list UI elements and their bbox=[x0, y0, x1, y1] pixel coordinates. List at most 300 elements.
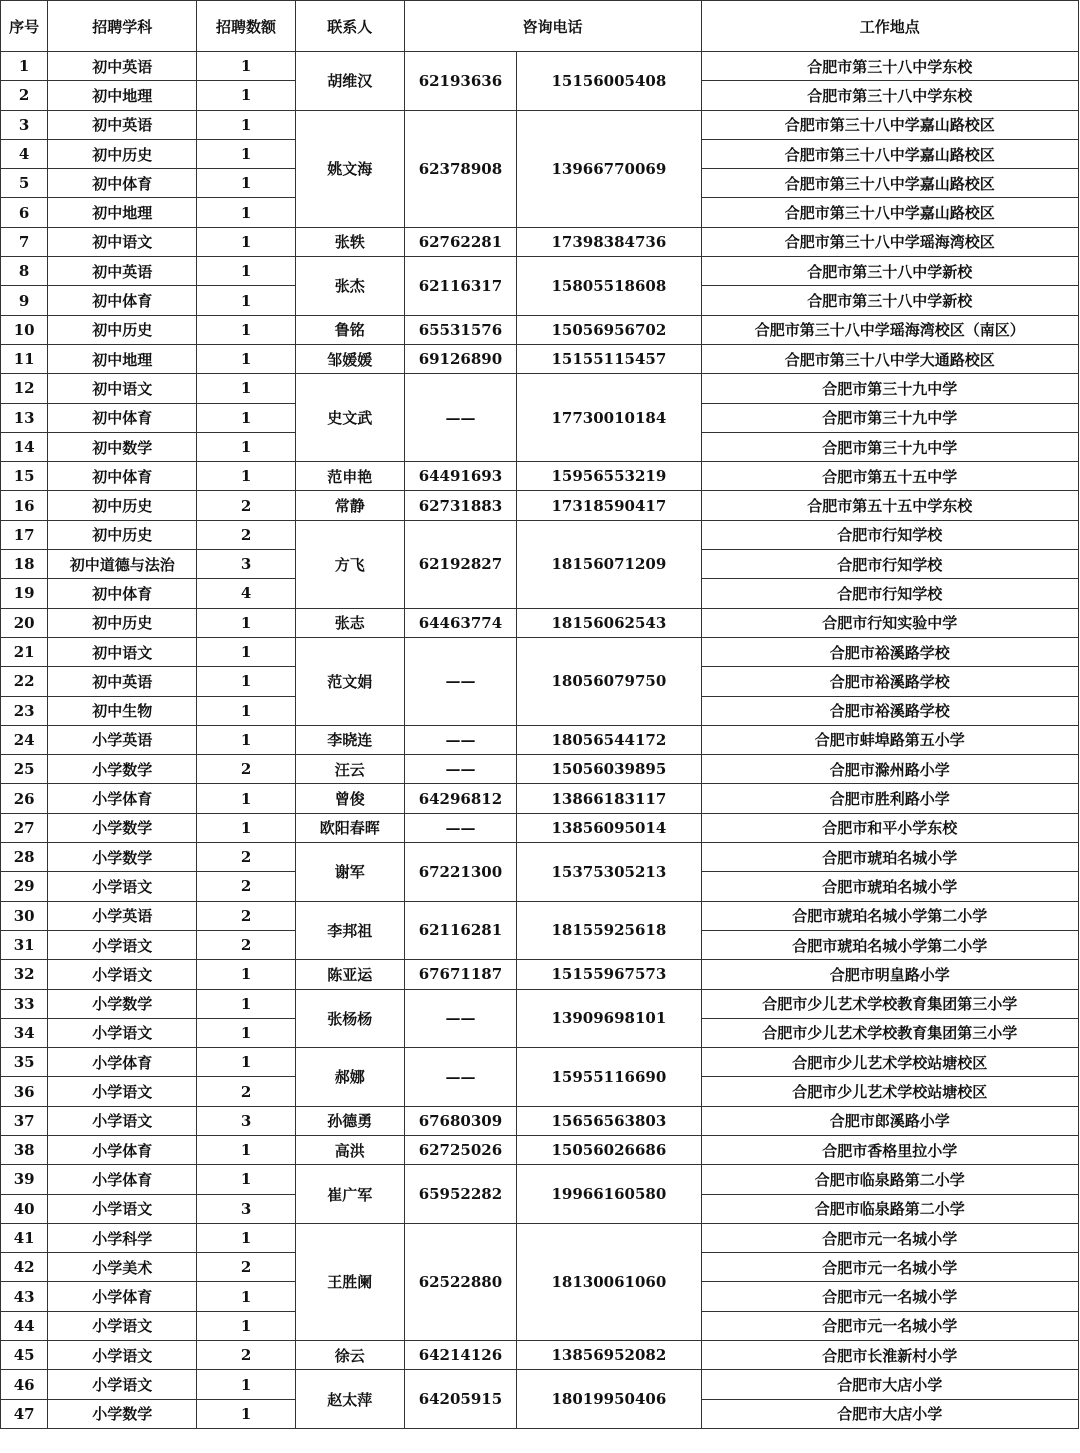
location-cell: 合肥市行知实验中学 bbox=[701, 608, 1079, 637]
seq-cell: 22 bbox=[1, 667, 48, 696]
contact-name-cell: 曾俊 bbox=[295, 784, 404, 813]
contact-name-cell: 范申艳 bbox=[295, 462, 404, 491]
quota-cell: 2 bbox=[197, 872, 296, 901]
mobile-cell: 17318590417 bbox=[517, 491, 701, 520]
contact-name-cell: 胡维汉 bbox=[295, 52, 404, 111]
quota-cell: 2 bbox=[197, 843, 296, 872]
seq-cell: 18 bbox=[1, 550, 48, 579]
location-cell: 合肥市第三十八中学嘉山路校区 bbox=[701, 198, 1079, 227]
location-cell: 合肥市琥珀名城小学 bbox=[701, 872, 1079, 901]
quota-cell: 1 bbox=[197, 110, 296, 139]
location-cell: 合肥市第三十八中学瑶海湾校区 bbox=[701, 227, 1079, 256]
location-cell: 合肥市元一名城小学 bbox=[701, 1311, 1079, 1340]
landline-cell: 62116317 bbox=[404, 257, 517, 316]
seq-cell: 11 bbox=[1, 344, 48, 373]
seq-cell: 17 bbox=[1, 520, 48, 549]
seq-cell: 34 bbox=[1, 1018, 48, 1047]
quota-cell: 1 bbox=[197, 344, 296, 373]
landline-cell: 62762281 bbox=[404, 227, 517, 256]
subject-cell: 初中历史 bbox=[48, 491, 197, 520]
table-row bbox=[1, 1106, 1079, 1135]
location-cell: 合肥市香格里拉小学 bbox=[701, 1135, 1079, 1164]
landline-cell: —— bbox=[404, 1048, 517, 1107]
quota-cell: 1 bbox=[197, 784, 296, 813]
seq-cell: 15 bbox=[1, 462, 48, 491]
subject-cell: 初中生物 bbox=[48, 696, 197, 725]
mobile-cell: 18056079750 bbox=[517, 637, 701, 725]
subject-cell: 初中语文 bbox=[48, 374, 197, 403]
seq-cell: 20 bbox=[1, 608, 48, 637]
quota-cell: 4 bbox=[197, 579, 296, 608]
quota-cell: 2 bbox=[197, 901, 296, 930]
mobile-cell: 19966160580 bbox=[517, 1165, 701, 1224]
table-row bbox=[1, 1048, 1079, 1077]
landline-cell: 67671187 bbox=[404, 960, 517, 989]
contact-name-cell: 崔广军 bbox=[295, 1165, 404, 1224]
contact-name-cell: 鲁铭 bbox=[295, 315, 404, 344]
location-cell: 合肥市少儿艺术学校教育集团第三小学 bbox=[701, 1018, 1079, 1047]
mobile-cell: 15375305213 bbox=[517, 843, 701, 902]
quota-cell: 1 bbox=[197, 52, 296, 81]
seq-cell: 40 bbox=[1, 1194, 48, 1223]
seq-cell: 31 bbox=[1, 930, 48, 959]
subject-cell: 小学体育 bbox=[48, 1135, 197, 1164]
mobile-cell: 17398384736 bbox=[517, 227, 701, 256]
quota-cell: 1 bbox=[197, 139, 296, 168]
subject-cell: 初中体育 bbox=[48, 169, 197, 198]
table-row bbox=[1, 344, 1079, 373]
mobile-cell: 13866183117 bbox=[517, 784, 701, 813]
header-phone: 咨询电话 bbox=[404, 1, 701, 52]
seq-cell: 45 bbox=[1, 1341, 48, 1370]
subject-cell: 小学英语 bbox=[48, 901, 197, 930]
quota-cell: 1 bbox=[197, 286, 296, 315]
mobile-cell: 15656563803 bbox=[517, 1106, 701, 1135]
header-location: 工作地点 bbox=[701, 1, 1079, 52]
quota-cell: 1 bbox=[197, 462, 296, 491]
seq-cell: 1 bbox=[1, 52, 48, 81]
seq-cell: 6 bbox=[1, 198, 48, 227]
mobile-cell: 18130061060 bbox=[517, 1223, 701, 1340]
landline-cell: 64214126 bbox=[404, 1341, 517, 1370]
contact-name-cell: 李邦祖 bbox=[295, 901, 404, 960]
header-quota: 招聘数额 bbox=[197, 1, 296, 52]
quota-cell: 3 bbox=[197, 1106, 296, 1135]
quota-cell: 1 bbox=[197, 813, 296, 842]
quota-cell: 1 bbox=[197, 1223, 296, 1252]
location-cell: 合肥市少儿艺术学校站塘校区 bbox=[701, 1048, 1079, 1077]
seq-cell: 9 bbox=[1, 286, 48, 315]
quota-cell: 1 bbox=[197, 725, 296, 754]
subject-cell: 初中地理 bbox=[48, 81, 197, 110]
subject-cell: 小学科学 bbox=[48, 1223, 197, 1252]
subject-cell: 初中历史 bbox=[48, 520, 197, 549]
location-cell: 合肥市裕溪路学校 bbox=[701, 696, 1079, 725]
landline-cell: 69126890 bbox=[404, 344, 517, 373]
landline-cell: 62378908 bbox=[404, 110, 517, 227]
seq-cell: 37 bbox=[1, 1106, 48, 1135]
quota-cell: 1 bbox=[197, 315, 296, 344]
subject-cell: 初中体育 bbox=[48, 286, 197, 315]
seq-cell: 3 bbox=[1, 110, 48, 139]
location-cell: 合肥市第三十八中学嘉山路校区 bbox=[701, 169, 1079, 198]
subject-cell: 初中英语 bbox=[48, 667, 197, 696]
location-cell: 合肥市第三十八中学东校 bbox=[701, 81, 1079, 110]
location-cell: 合肥市裕溪路学校 bbox=[701, 667, 1079, 696]
header-subject: 招聘学科 bbox=[48, 1, 197, 52]
subject-cell: 初中英语 bbox=[48, 257, 197, 286]
table-row bbox=[1, 784, 1079, 813]
mobile-cell: 15056956702 bbox=[517, 315, 701, 344]
mobile-cell: 18156062543 bbox=[517, 608, 701, 637]
seq-cell: 27 bbox=[1, 813, 48, 842]
quota-cell: 1 bbox=[197, 960, 296, 989]
subject-cell: 初中道德与法治 bbox=[48, 550, 197, 579]
mobile-cell: 18019950406 bbox=[517, 1370, 701, 1429]
table-row bbox=[1, 491, 1079, 520]
mobile-cell: 18156071209 bbox=[517, 520, 701, 608]
location-cell: 合肥市行知学校 bbox=[701, 550, 1079, 579]
location-cell: 合肥市长淮新村小学 bbox=[701, 1341, 1079, 1370]
table-row bbox=[1, 1370, 1079, 1399]
quota-cell: 1 bbox=[197, 1399, 296, 1428]
quota-cell: 2 bbox=[197, 755, 296, 784]
contact-name-cell: 常静 bbox=[295, 491, 404, 520]
table-row bbox=[1, 960, 1079, 989]
landline-cell: 65952282 bbox=[404, 1165, 517, 1224]
mobile-cell: 13856952082 bbox=[517, 1341, 701, 1370]
seq-cell: 7 bbox=[1, 227, 48, 256]
location-cell: 合肥市第三十八中学大通路校区 bbox=[701, 344, 1079, 373]
subject-cell: 初中英语 bbox=[48, 52, 197, 81]
seq-cell: 39 bbox=[1, 1165, 48, 1194]
landline-cell: 64205915 bbox=[404, 1370, 517, 1429]
location-cell: 合肥市蚌埠路第五小学 bbox=[701, 725, 1079, 754]
contact-name-cell: 张轶 bbox=[295, 227, 404, 256]
table-row bbox=[1, 520, 1079, 549]
table-row bbox=[1, 1223, 1079, 1252]
landline-cell: —— bbox=[404, 725, 517, 754]
quota-cell: 1 bbox=[197, 637, 296, 666]
seq-cell: 10 bbox=[1, 315, 48, 344]
location-cell: 合肥市琥珀名城小学第二小学 bbox=[701, 901, 1079, 930]
quota-cell: 1 bbox=[197, 1135, 296, 1164]
landline-cell: 64491693 bbox=[404, 462, 517, 491]
subject-cell: 初中地理 bbox=[48, 344, 197, 373]
quota-cell: 1 bbox=[197, 374, 296, 403]
quota-cell: 2 bbox=[197, 1341, 296, 1370]
quota-cell: 1 bbox=[197, 667, 296, 696]
quota-cell: 1 bbox=[197, 227, 296, 256]
landline-cell: 62193636 bbox=[404, 52, 517, 111]
table-row bbox=[1, 110, 1079, 139]
contact-name-cell: 范文娟 bbox=[295, 637, 404, 725]
subject-cell: 初中地理 bbox=[48, 198, 197, 227]
contact-name-cell: 孙德勇 bbox=[295, 1106, 404, 1135]
quota-cell: 2 bbox=[197, 491, 296, 520]
quota-cell: 1 bbox=[197, 1048, 296, 1077]
quota-cell: 1 bbox=[197, 169, 296, 198]
contact-name-cell: 欧阳春晖 bbox=[295, 813, 404, 842]
mobile-cell: 15056039895 bbox=[517, 755, 701, 784]
quota-cell: 1 bbox=[197, 696, 296, 725]
landline-cell: 65531576 bbox=[404, 315, 517, 344]
mobile-cell: 15955116690 bbox=[517, 1048, 701, 1107]
subject-cell: 初中历史 bbox=[48, 315, 197, 344]
mobile-cell: 13856095014 bbox=[517, 813, 701, 842]
subject-cell: 小学语文 bbox=[48, 1106, 197, 1135]
quota-cell: 3 bbox=[197, 550, 296, 579]
header-row bbox=[1, 1, 1079, 52]
mobile-cell: 15805518608 bbox=[517, 257, 701, 316]
landline-cell: 67680309 bbox=[404, 1106, 517, 1135]
table-row bbox=[1, 227, 1079, 256]
location-cell: 合肥市第三十九中学 bbox=[701, 432, 1079, 461]
subject-cell: 小学美术 bbox=[48, 1253, 197, 1282]
subject-cell: 初中历史 bbox=[48, 608, 197, 637]
seq-cell: 13 bbox=[1, 403, 48, 432]
subject-cell: 小学体育 bbox=[48, 1165, 197, 1194]
table-row bbox=[1, 843, 1079, 872]
mobile-cell: 15056026686 bbox=[517, 1135, 701, 1164]
contact-name-cell: 陈亚运 bbox=[295, 960, 404, 989]
landline-cell: 62192827 bbox=[404, 520, 517, 608]
seq-cell: 4 bbox=[1, 139, 48, 168]
landline-cell: 62522880 bbox=[404, 1223, 517, 1340]
table-row bbox=[1, 813, 1079, 842]
subject-cell: 初中体育 bbox=[48, 579, 197, 608]
seq-cell: 26 bbox=[1, 784, 48, 813]
subject-cell: 小学数学 bbox=[48, 843, 197, 872]
location-cell: 合肥市行知学校 bbox=[701, 520, 1079, 549]
table-row bbox=[1, 725, 1079, 754]
quota-cell: 1 bbox=[197, 198, 296, 227]
subject-cell: 初中语文 bbox=[48, 227, 197, 256]
location-cell: 合肥市郎溪路小学 bbox=[701, 1106, 1079, 1135]
quota-cell: 1 bbox=[197, 257, 296, 286]
seq-cell: 43 bbox=[1, 1282, 48, 1311]
seq-cell: 5 bbox=[1, 169, 48, 198]
subject-cell: 初中数学 bbox=[48, 432, 197, 461]
quota-cell: 1 bbox=[197, 989, 296, 1018]
landline-cell: —— bbox=[404, 374, 517, 462]
subject-cell: 初中体育 bbox=[48, 403, 197, 432]
mobile-cell: 18155925618 bbox=[517, 901, 701, 960]
location-cell: 合肥市第五十五中学东校 bbox=[701, 491, 1079, 520]
table-body bbox=[1, 52, 1079, 1429]
landline-cell: —— bbox=[404, 755, 517, 784]
location-cell: 合肥市大店小学 bbox=[701, 1399, 1079, 1428]
seq-cell: 14 bbox=[1, 432, 48, 461]
quota-cell: 1 bbox=[197, 608, 296, 637]
seq-cell: 2 bbox=[1, 81, 48, 110]
seq-cell: 25 bbox=[1, 755, 48, 784]
contact-name-cell: 王胜阑 bbox=[295, 1223, 404, 1340]
mobile-cell: 13966770069 bbox=[517, 110, 701, 227]
landline-cell: 62116281 bbox=[404, 901, 517, 960]
subject-cell: 小学语文 bbox=[48, 1311, 197, 1340]
seq-cell: 41 bbox=[1, 1223, 48, 1252]
seq-cell: 21 bbox=[1, 637, 48, 666]
subject-cell: 小学体育 bbox=[48, 1048, 197, 1077]
quota-cell: 1 bbox=[197, 1018, 296, 1047]
location-cell: 合肥市第三十八中学新校 bbox=[701, 257, 1079, 286]
seq-cell: 33 bbox=[1, 989, 48, 1018]
mobile-cell: 15956553219 bbox=[517, 462, 701, 491]
landline-cell: 64296812 bbox=[404, 784, 517, 813]
mobile-cell: 15156005408 bbox=[517, 52, 701, 111]
contact-name-cell: 张杰 bbox=[295, 257, 404, 316]
location-cell: 合肥市第三十八中学东校 bbox=[701, 52, 1079, 81]
seq-cell: 44 bbox=[1, 1311, 48, 1340]
location-cell: 合肥市琥珀名城小学第二小学 bbox=[701, 930, 1079, 959]
table-row bbox=[1, 637, 1079, 666]
subject-cell: 初中历史 bbox=[48, 139, 197, 168]
location-cell: 合肥市第三十九中学 bbox=[701, 403, 1079, 432]
subject-cell: 小学数学 bbox=[48, 1399, 197, 1428]
subject-cell: 小学语文 bbox=[48, 1077, 197, 1106]
subject-cell: 小学英语 bbox=[48, 725, 197, 754]
quota-cell: 1 bbox=[197, 1165, 296, 1194]
seq-cell: 36 bbox=[1, 1077, 48, 1106]
seq-cell: 16 bbox=[1, 491, 48, 520]
contact-name-cell: 张杨杨 bbox=[295, 989, 404, 1048]
seq-cell: 29 bbox=[1, 872, 48, 901]
location-cell: 合肥市琥珀名城小学 bbox=[701, 843, 1079, 872]
table-row bbox=[1, 755, 1079, 784]
location-cell: 合肥市临泉路第二小学 bbox=[701, 1165, 1079, 1194]
location-cell: 合肥市元一名城小学 bbox=[701, 1282, 1079, 1311]
subject-cell: 小学语文 bbox=[48, 1018, 197, 1047]
quota-cell: 1 bbox=[197, 1282, 296, 1311]
contact-name-cell: 姚文海 bbox=[295, 110, 404, 227]
subject-cell: 小学数学 bbox=[48, 755, 197, 784]
seq-cell: 19 bbox=[1, 579, 48, 608]
table-row bbox=[1, 52, 1079, 81]
subject-cell: 小学数学 bbox=[48, 989, 197, 1018]
landline-cell: 62731883 bbox=[404, 491, 517, 520]
subject-cell: 小学语文 bbox=[48, 1370, 197, 1399]
contact-name-cell: 高洪 bbox=[295, 1135, 404, 1164]
location-cell: 合肥市第三十八中学嘉山路校区 bbox=[701, 139, 1079, 168]
subject-cell: 初中体育 bbox=[48, 462, 197, 491]
landline-cell: 64463774 bbox=[404, 608, 517, 637]
contact-name-cell: 赵太萍 bbox=[295, 1370, 404, 1429]
quota-cell: 2 bbox=[197, 520, 296, 549]
subject-cell: 小学语文 bbox=[48, 960, 197, 989]
header-contact: 联系人 bbox=[295, 1, 404, 52]
location-cell: 合肥市第三十八中学瑶海湾校区（南区） bbox=[701, 315, 1079, 344]
location-cell: 合肥市少儿艺术学校教育集团第三小学 bbox=[701, 989, 1079, 1018]
contact-name-cell: 邹媛媛 bbox=[295, 344, 404, 373]
quota-cell: 3 bbox=[197, 1194, 296, 1223]
contact-name-cell: 郝娜 bbox=[295, 1048, 404, 1107]
landline-cell: 62725026 bbox=[404, 1135, 517, 1164]
landline-cell: —— bbox=[404, 813, 517, 842]
seq-cell: 35 bbox=[1, 1048, 48, 1077]
seq-cell: 38 bbox=[1, 1135, 48, 1164]
location-cell: 合肥市元一名城小学 bbox=[701, 1253, 1079, 1282]
contact-name-cell: 方飞 bbox=[295, 520, 404, 608]
location-cell: 合肥市第三十九中学 bbox=[701, 374, 1079, 403]
table-row bbox=[1, 1165, 1079, 1194]
table-row bbox=[1, 1341, 1079, 1370]
seq-cell: 28 bbox=[1, 843, 48, 872]
mobile-cell: 15155115457 bbox=[517, 344, 701, 373]
location-cell: 合肥市第三十八中学新校 bbox=[701, 286, 1079, 315]
contact-name-cell: 谢军 bbox=[295, 843, 404, 902]
header-seq: 序号 bbox=[1, 1, 48, 52]
subject-cell: 小学语文 bbox=[48, 1194, 197, 1223]
quota-cell: 1 bbox=[197, 81, 296, 110]
location-cell: 合肥市大店小学 bbox=[701, 1370, 1079, 1399]
seq-cell: 12 bbox=[1, 374, 48, 403]
landline-cell: —— bbox=[404, 637, 517, 725]
location-cell: 合肥市裕溪路学校 bbox=[701, 637, 1079, 666]
location-cell: 合肥市元一名城小学 bbox=[701, 1223, 1079, 1252]
table-row bbox=[1, 989, 1079, 1018]
seq-cell: 30 bbox=[1, 901, 48, 930]
seq-cell: 24 bbox=[1, 725, 48, 754]
seq-cell: 8 bbox=[1, 257, 48, 286]
landline-cell: 67221300 bbox=[404, 843, 517, 902]
subject-cell: 小学语文 bbox=[48, 1341, 197, 1370]
location-cell: 合肥市滁州路小学 bbox=[701, 755, 1079, 784]
seq-cell: 23 bbox=[1, 696, 48, 725]
quota-cell: 2 bbox=[197, 1077, 296, 1106]
contact-name-cell: 汪云 bbox=[295, 755, 404, 784]
contact-name-cell: 徐云 bbox=[295, 1341, 404, 1370]
location-cell: 合肥市临泉路第二小学 bbox=[701, 1194, 1079, 1223]
seq-cell: 32 bbox=[1, 960, 48, 989]
seq-cell: 47 bbox=[1, 1399, 48, 1428]
quota-cell: 2 bbox=[197, 930, 296, 959]
location-cell: 合肥市第五十五中学 bbox=[701, 462, 1079, 491]
seq-cell: 42 bbox=[1, 1253, 48, 1282]
quota-cell: 1 bbox=[197, 403, 296, 432]
subject-cell: 小学体育 bbox=[48, 784, 197, 813]
contact-name-cell: 李晓连 bbox=[295, 725, 404, 754]
table-row bbox=[1, 1135, 1079, 1164]
location-cell: 合肥市第三十八中学嘉山路校区 bbox=[701, 110, 1079, 139]
table-row bbox=[1, 315, 1079, 344]
subject-cell: 初中语文 bbox=[48, 637, 197, 666]
location-cell: 合肥市明皇路小学 bbox=[701, 960, 1079, 989]
quota-cell: 1 bbox=[197, 1311, 296, 1340]
subject-cell: 小学体育 bbox=[48, 1282, 197, 1311]
location-cell: 合肥市行知学校 bbox=[701, 579, 1079, 608]
mobile-cell: 17730010184 bbox=[517, 374, 701, 462]
quota-cell: 1 bbox=[197, 432, 296, 461]
mobile-cell: 15155967573 bbox=[517, 960, 701, 989]
location-cell: 合肥市胜利路小学 bbox=[701, 784, 1079, 813]
subject-cell: 小学语文 bbox=[48, 930, 197, 959]
seq-cell: 46 bbox=[1, 1370, 48, 1399]
table-row bbox=[1, 374, 1079, 403]
subject-cell: 小学语文 bbox=[48, 872, 197, 901]
table-row bbox=[1, 608, 1079, 637]
landline-cell: —— bbox=[404, 989, 517, 1048]
quota-cell: 1 bbox=[197, 1370, 296, 1399]
contact-name-cell: 张志 bbox=[295, 608, 404, 637]
mobile-cell: 13909698101 bbox=[517, 989, 701, 1048]
table-row bbox=[1, 901, 1079, 930]
quota-cell: 2 bbox=[197, 1253, 296, 1282]
table-row bbox=[1, 257, 1079, 286]
table-row bbox=[1, 462, 1079, 491]
mobile-cell: 18056544172 bbox=[517, 725, 701, 754]
location-cell: 合肥市少儿艺术学校站塘校区 bbox=[701, 1077, 1079, 1106]
